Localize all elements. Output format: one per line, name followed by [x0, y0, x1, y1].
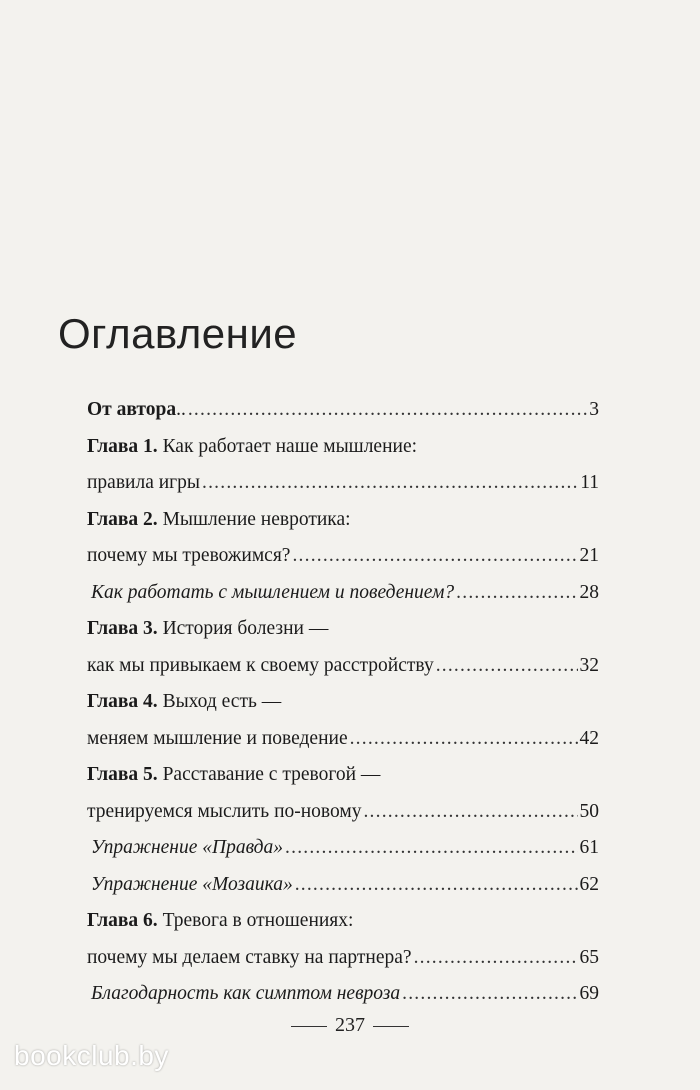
toc-entry[interactable]: Глава 1. Как работает наше мышление: [87, 435, 418, 457]
toc-entry[interactable]: почему мы делаем ставку на партнера? ..... 65 [87, 940, 599, 977]
toc-entry[interactable]: Глава 2. Мышление невротика: [87, 508, 351, 530]
table-of-contents [87, 392, 599, 1013]
toc-entry[interactable]: почему мы тревожимся? ..... 21 [87, 538, 599, 575]
toc-entry[interactable]: От автора.. ..... 3 [87, 392, 599, 429]
dash-left [291, 1026, 327, 1027]
toc-subentry[interactable]: Благодарность как симптом невроза ..... 69 [87, 976, 599, 1013]
toc-entry[interactable]: Глава 5. Расставание с тревогой — [87, 764, 381, 785]
toc-entry[interactable]: правила игры ..... 11 [87, 465, 599, 502]
toc-entry[interactable]: как мы привыкаем к своему расстройству ..... 32 [87, 648, 599, 685]
toc-entry[interactable]: Глава 6. Тревога в отношениях: [87, 910, 354, 931]
toc-entry[interactable]: Глава 4. Выход есть — [87, 691, 282, 712]
page-footer [0, 1014, 700, 1037]
watermark: bookclub.by [14, 1040, 169, 1071]
toc-entry[interactable]: меняем мышление и поведение ..... 42 [87, 721, 599, 758]
toc-subentry[interactable]: Упражнение «Мозаика» ..... 62 [87, 867, 599, 904]
dash-right [373, 1026, 409, 1027]
page-number: 237 [335, 1014, 365, 1036]
toc-entry[interactable]: тренируемся мыслить по-новому ..... 50 [87, 794, 599, 831]
toc-subentry[interactable]: Как работать с мышлением и поведением? ..... 28 [87, 575, 599, 612]
page-title: Оглавление [58, 310, 298, 358]
toc-subentry[interactable]: Упражнение «Правда» ..... 61 [87, 830, 599, 867]
toc-entry[interactable]: Глава 3. История болезни — [87, 618, 329, 639]
